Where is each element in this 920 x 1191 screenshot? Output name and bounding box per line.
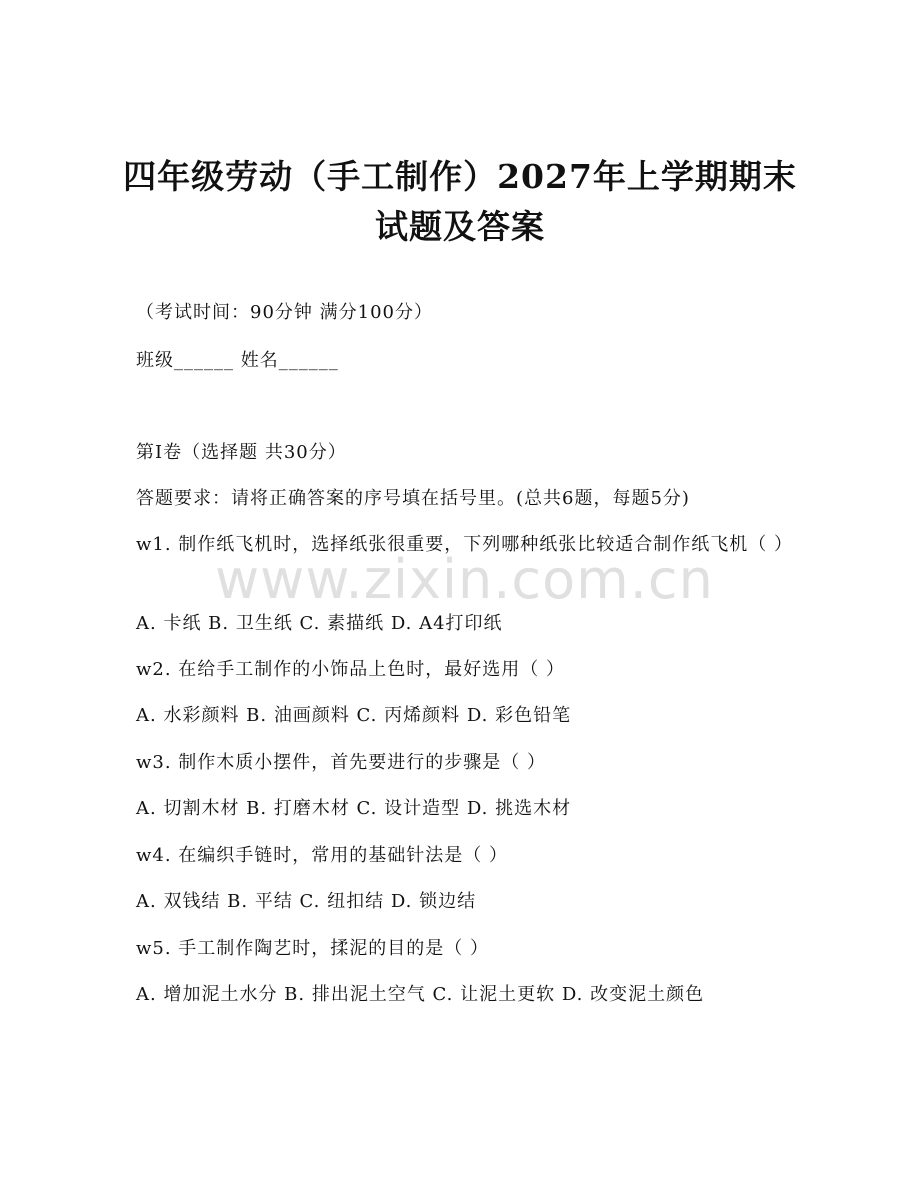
exam-info: （考试时间：90分钟 满分100分） xyxy=(136,302,433,323)
document-title-line-2: 试题及答案 xyxy=(375,207,545,246)
question-1-stem: w1. 制作纸飞机时，选择纸张很重要，下列哪种纸张比较适合制作纸飞机（ ） xyxy=(136,534,794,555)
student-fields: 班级______ 姓名______ xyxy=(136,350,339,371)
question-5-options: A. 增加泥土水分 B. 排出泥土空气 C. 让泥土更软 D. 改变泥土颜色 xyxy=(136,984,705,1005)
question-3-options: A. 切割木材 B. 打磨木材 C. 设计造型 D. 挑选木材 xyxy=(136,798,572,819)
question-5-stem: w5. 手工制作陶艺时，揉泥的目的是（ ） xyxy=(136,938,490,959)
question-2-options: A. 水彩颜料 B. 油画颜料 C. 丙烯颜料 D. 彩色铅笔 xyxy=(136,705,572,726)
document-title-line-1: 四年级劳动（手工制作）2027年上学期期末 xyxy=(123,157,797,196)
question-2-stem: w2. 在给手工制作的小饰品上色时，最好选用（ ） xyxy=(136,659,566,680)
section-heading: 第I卷（选择题 共30分） xyxy=(136,442,347,463)
question-3-stem: w3. 制作木质小摆件，首先要进行的步骤是（ ） xyxy=(136,752,547,773)
question-4-stem: w4. 在编织手链时，常用的基础针法是（ ） xyxy=(136,845,509,866)
question-4-options: A. 双钱结 B. 平结 C. 纽扣结 D. 锁边结 xyxy=(136,891,477,912)
watermark: www.zixin.com.cn xyxy=(215,548,714,611)
section-instructions: 答题要求：请将正确答案的序号填在括号里。(总共6题，每题5分) xyxy=(136,488,690,509)
question-1-options: A. 卡纸 B. 卫生纸 C. 素描纸 D. A4打印纸 xyxy=(136,613,503,634)
